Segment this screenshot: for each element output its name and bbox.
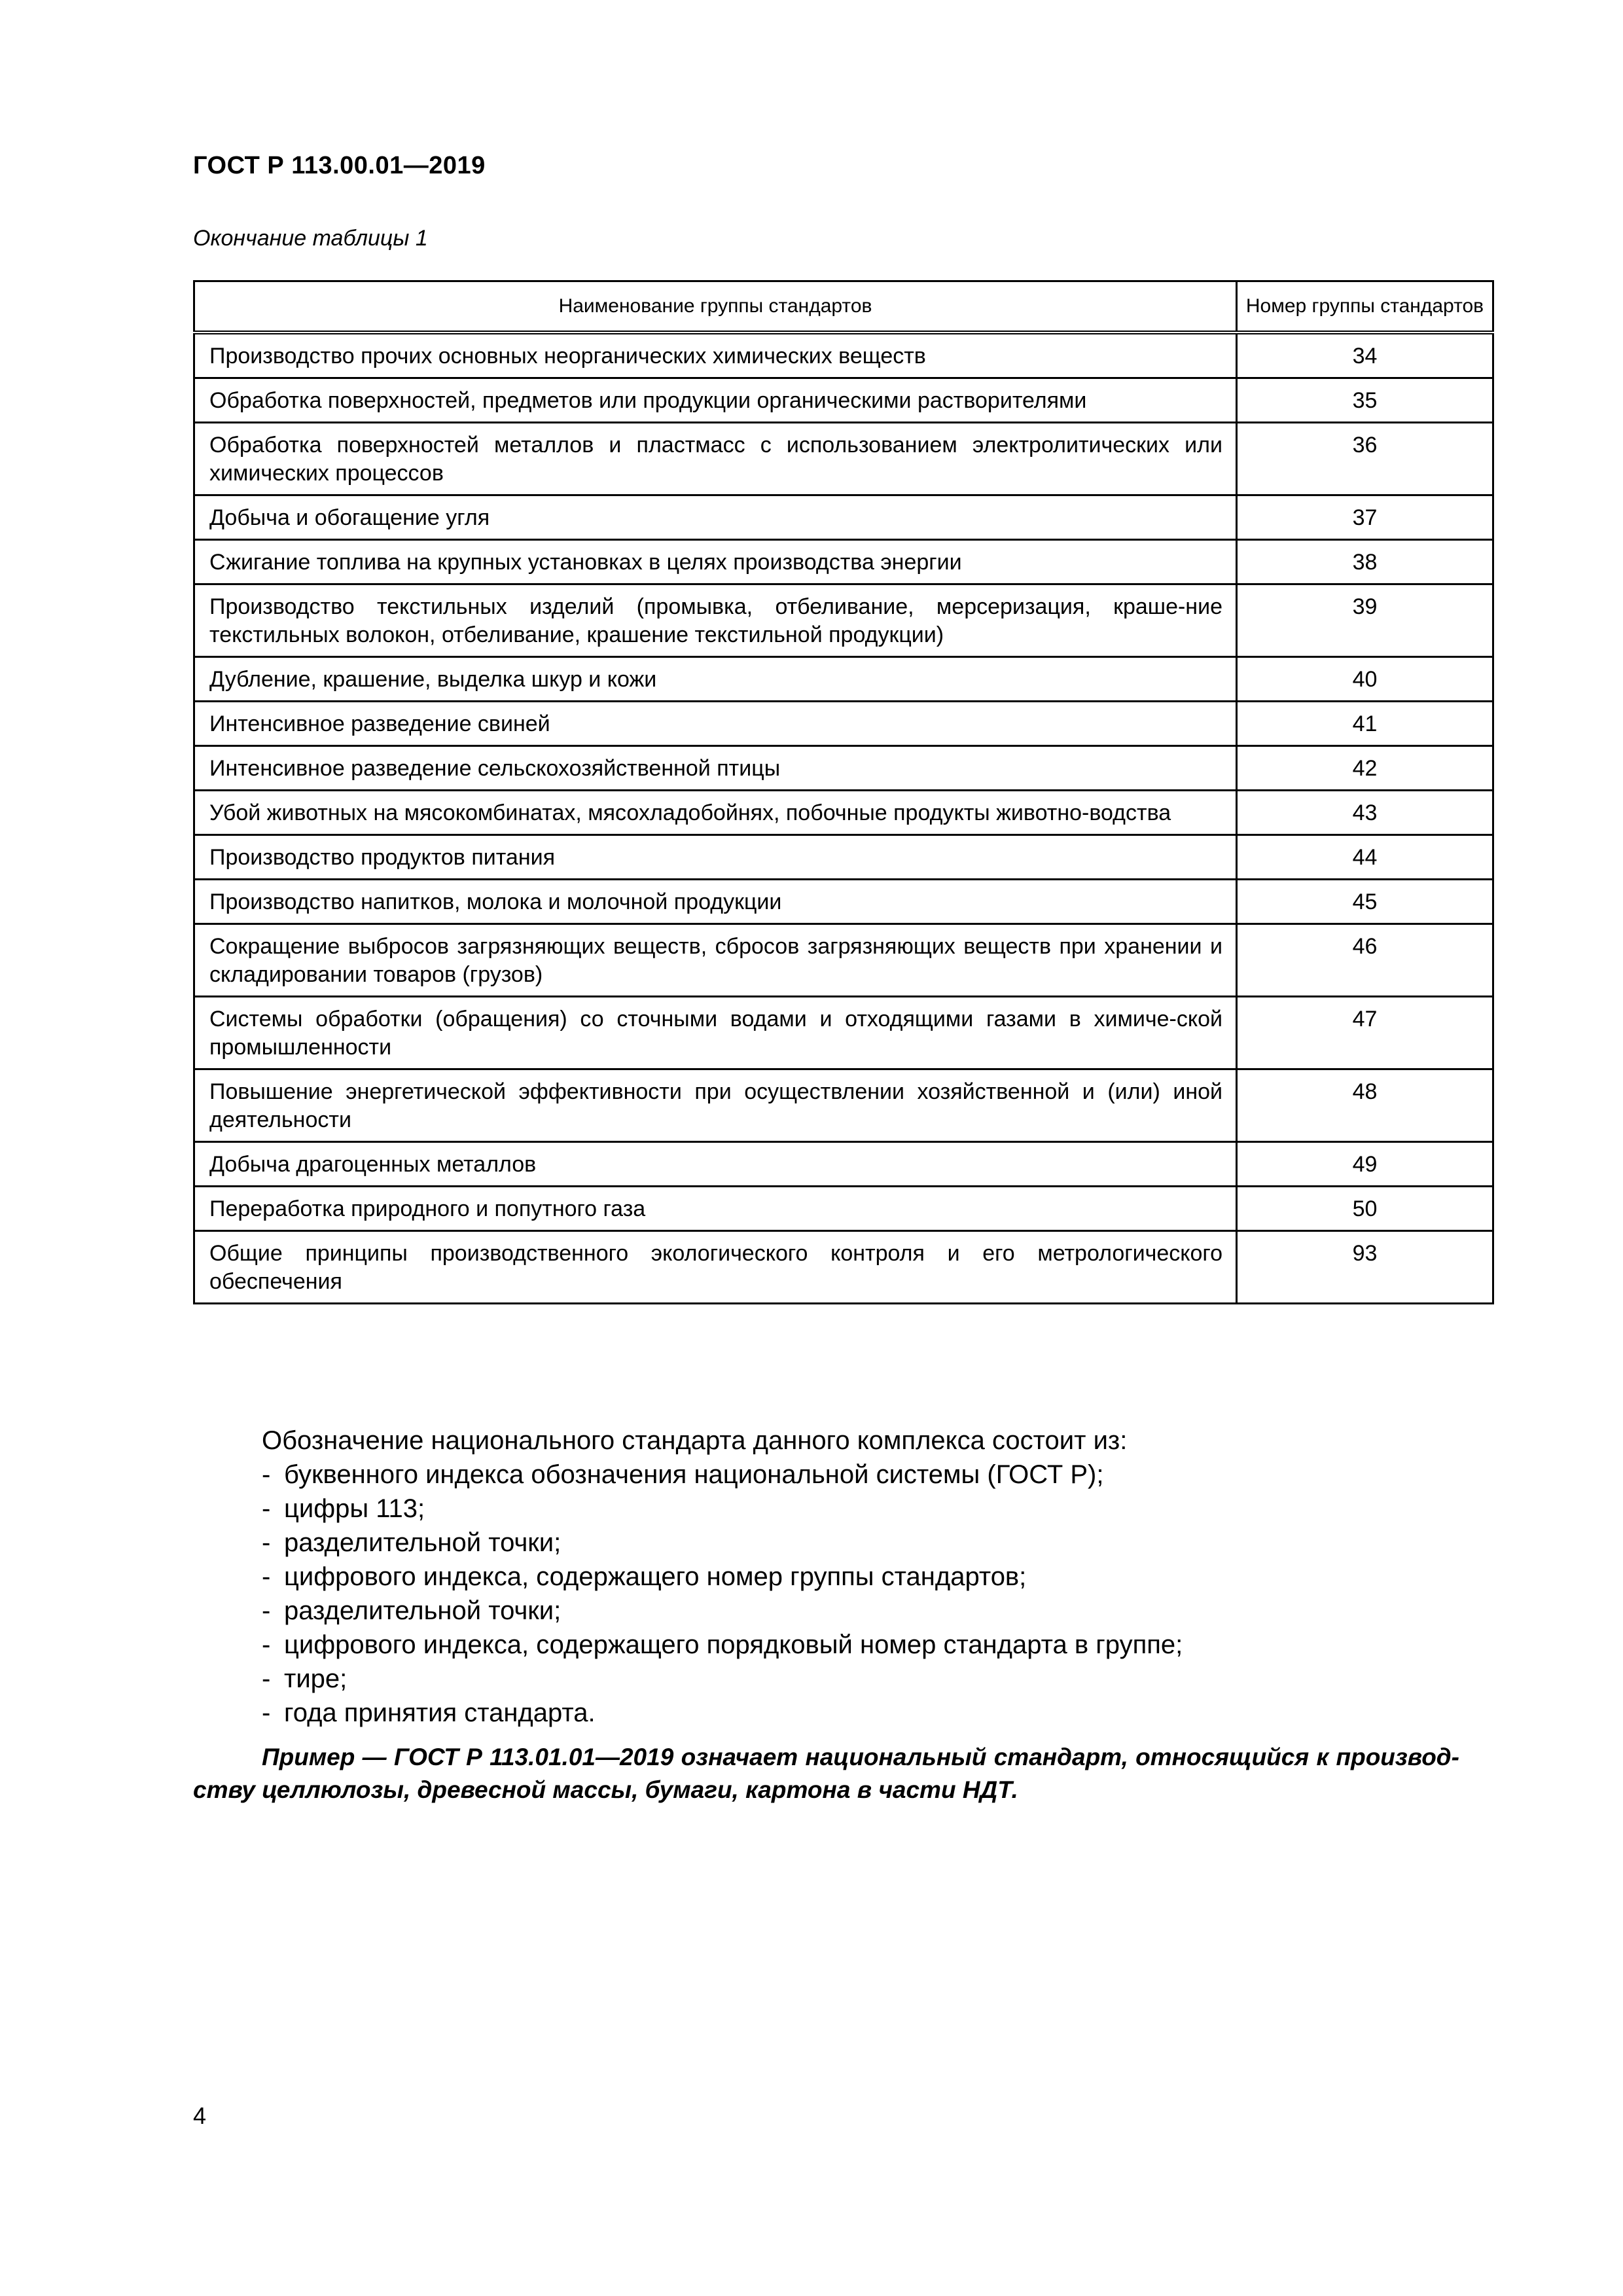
table-row [194,791,1493,835]
designation-lead: Обозначение национального стандарта данного комплекса состоит из: [262,1426,1128,1455]
table-row [194,332,1493,378]
standard-group-number: 36 [1237,423,1493,495]
table-row [194,423,1493,495]
standard-group-name: Интенсивное разведение сельскохозяйственной птицы [194,746,1237,791]
table-caption: Окончание таблицы 1 [193,226,428,251]
standard-group-name: Интенсивное разведение свиней [194,702,1237,746]
standard-group-number: 46 [1237,924,1493,997]
list-item [262,1526,1183,1560]
standard-group-number: 40 [1237,657,1493,702]
list-item-text: буквенного индекса обозначения национальной системы (ГОСТ Р); [284,1460,1104,1489]
table-header-row [194,281,1493,333]
standard-group-name: Дубление, крашение, выделка шкур и кожи [194,657,1237,702]
list-dash: - [262,1596,271,1625]
standard-group-name: Производство текстильных изделий (промывка, отбеливание, мерсеризация, краше-ние текстильных волокон, отбеливание, крашение текстильной продукции) [194,584,1237,657]
list-item-text: разделительной точки; [284,1596,562,1625]
designation-description [262,1424,1183,1730]
standard-group-number: 37 [1237,495,1493,540]
list-item-text: года принятия стандарта. [284,1698,596,1727]
table-row [194,746,1493,791]
standard-group-number: 41 [1237,702,1493,746]
standard-group-name: Сжигание топлива на крупных установках в целях производства энергии [194,540,1237,584]
designation-list [262,1458,1183,1730]
table-row [194,540,1493,584]
list-item [262,1662,1183,1696]
list-item [262,1492,1183,1526]
list-item-text: цифры 113; [284,1494,425,1523]
table-row [194,495,1493,540]
standard-group-number: 39 [1237,584,1493,657]
standards-table [193,280,1494,1304]
table-row [194,880,1493,924]
list-item [262,1696,1183,1730]
standard-group-number: 38 [1237,540,1493,584]
list-dash: - [262,1630,271,1659]
standard-group-number: 93 [1237,1231,1493,1304]
standard-group-name: Добыча и обогащение угля [194,495,1237,540]
standard-group-number: 47 [1237,997,1493,1069]
table-row [194,924,1493,997]
table-row [194,1187,1493,1231]
table-row [194,835,1493,880]
list-item-text: разделительной точки; [284,1528,562,1557]
example-paragraph: Пример — ГОСТ Р 113.01.01—2019 означает национальный стандарт, относящийся к производ-ству целлюлозы, древесной массы, бумаги, картона в части НДТ. [193,1744,1459,1803]
standard-group-name: Системы обработки (обращения) со сточными водами и отходящими газами в химиче-ской промышленности [194,997,1237,1069]
standard-group-number: 42 [1237,746,1493,791]
standard-group-name: Обработка поверхностей, предметов или продукции органическими растворителями [194,378,1237,423]
standard-group-number: 34 [1237,332,1493,378]
list-item [262,1594,1183,1628]
table-row [194,702,1493,746]
standard-group-number: 48 [1237,1069,1493,1142]
table-row [194,584,1493,657]
table-row [194,1069,1493,1142]
header-number-column: Номер группы стандартов [1237,281,1493,333]
list-dash: - [262,1528,271,1557]
standard-group-number: 35 [1237,378,1493,423]
list-item [262,1458,1183,1492]
list-dash: - [262,1562,271,1591]
list-item [262,1560,1183,1594]
standard-group-number: 50 [1237,1187,1493,1231]
table-row [194,997,1493,1069]
standard-group-name: Производство продуктов питания [194,835,1237,880]
table-row [194,1142,1493,1187]
header-name-column: Наименование группы стандартов [194,281,1237,333]
list-dash: - [262,1664,271,1693]
list-item [262,1628,1183,1662]
standard-group-number: 43 [1237,791,1493,835]
table-row [194,1231,1493,1304]
document-header: ГОСТ Р 113.00.01—2019 [193,152,486,179]
standard-group-number: 44 [1237,835,1493,880]
list-dash: - [262,1494,271,1523]
list-dash: - [262,1460,271,1489]
standard-group-name: Общие принципы производственного экологического контроля и его метрологического обеспечения [194,1231,1237,1304]
table-row [194,378,1493,423]
standard-group-name: Убой животных на мясокомбинатах, мясохладобойнях, побочные продукты животно-водства [194,791,1237,835]
list-item-text: тире; [284,1664,348,1693]
list-dash: - [262,1698,271,1727]
standard-group-number: 49 [1237,1142,1493,1187]
page-number: 4 [193,2102,207,2129]
standard-group-number: 45 [1237,880,1493,924]
standard-group-name: Производство напитков, молока и молочной продукции [194,880,1237,924]
standard-group-name: Сокращение выбросов загрязняющих веществ, сбросов загрязняющих веществ при хранении и складировании товаров (грузов) [194,924,1237,997]
list-item-text: цифрового индекса, содержащего номер группы стандартов; [284,1562,1027,1591]
standard-group-name: Обработка поверхностей металлов и пластмасс с использованием электролитических или химических процессов [194,423,1237,495]
standard-group-name: Производство прочих основных неорганических химических веществ [194,332,1237,378]
standard-group-name: Повышение энергетической эффективности при осуществлении хозяйственной и (или) иной деятельности [194,1069,1237,1142]
table-row [194,657,1493,702]
list-item-text: цифрового индекса, содержащего порядковый номер стандарта в группе; [284,1630,1183,1659]
standard-group-name: Добыча драгоценных металлов [194,1142,1237,1187]
standard-group-name: Переработка природного и попутного газа [194,1187,1237,1231]
